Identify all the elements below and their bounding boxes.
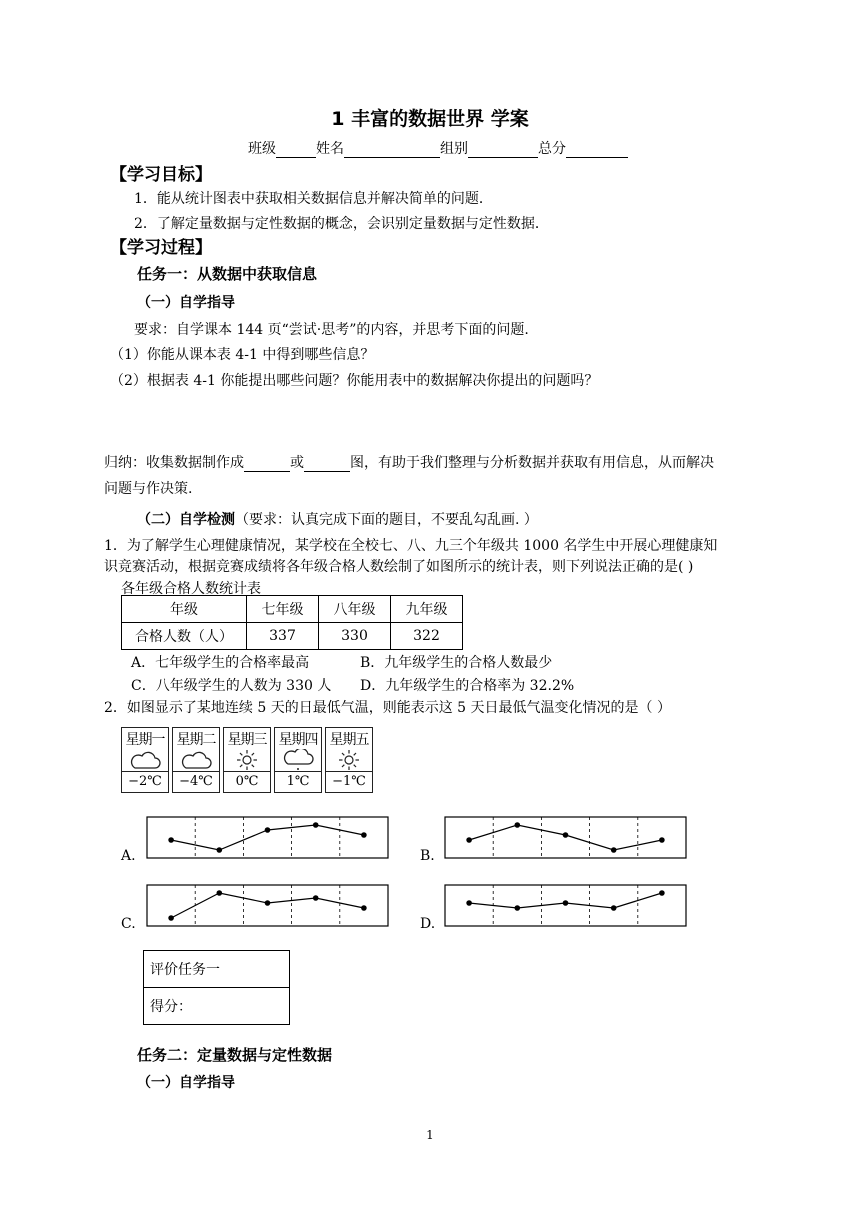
weather-temp: 0℃ [235,774,259,789]
choice-label-d: D. [420,916,436,932]
task2-heading: 任务二：定量数据与定性数据 [137,1046,333,1064]
process-heading: 【学习过程】 [110,238,212,258]
self-study-heading: （一）自学指导 [137,295,235,311]
option-chart-a [147,817,388,858]
self-study-heading-2: （一）自学指导 [137,1075,235,1091]
choice-label-a: A. [121,848,136,864]
table-cell: 330 [319,623,391,650]
chart-point [168,915,174,921]
eval-score-cell[interactable]: 得分： [144,988,290,1025]
weather-day: 星期二 [176,732,216,748]
weather-day: 星期三 [227,732,267,748]
table-title: 各年级合格人数统计表 [121,581,261,597]
goals-heading: 【学习目标】 [110,165,212,185]
chart-point [659,890,665,896]
table-cell: 合格人数（人） [122,623,247,650]
weather-day: 星期四 [278,732,318,748]
chart-point [563,900,569,906]
table-row [144,951,290,988]
goal-item: 2．了解定量数据与定性数据的概念，会识别定量数据与定性数据． [134,216,549,232]
question-2: （2）根据表 4-1 你能提出哪些问题？你能用表中的数据解决你提出的问题吗？ [110,373,599,389]
table-cell: 九年级 [391,596,463,623]
weather-day: 星期一 [125,732,165,748]
summary-line-2: 问题与作决策. [104,481,193,497]
summary-line-1: 归纳：收集数据制作成 或 图，有助于我们整理与分析数据并获取有用信息，从而解决 [104,455,714,471]
chart-point [217,890,223,896]
problem-1-line-2: 识竞赛活动，根据竞赛成绩将各年级合格人数绘制了如图所示的统计表，则下列说法正确的是( ) [104,559,694,575]
chart-point [515,905,521,911]
chart-point [515,822,521,828]
question-1: （1）你能从课本表 4-1 中得到哪些信息？ [110,347,375,363]
chart-point [563,832,569,838]
problem-2-stem: 2．如图显示了某地连续 5 天的日最低气温，则能表示这 5 天日最低气温变化情况的是（ ） [104,700,671,716]
name-label: 姓名 [316,141,344,157]
option-b: B．九年级学生的合格人数最少 [360,655,553,671]
option-a: A．七年级学生的合格率最高 [131,655,310,671]
table-cell: 年级 [122,596,247,623]
chart-point [659,837,665,843]
table-cell: 337 [247,623,319,650]
chart-point [611,905,617,911]
evaluation-table [143,950,290,1025]
page-number: 1 [426,1128,434,1142]
chart-point [168,837,174,843]
table-cell: 322 [391,623,463,650]
task1-heading: 任务一：从数据中获取信息 [137,265,318,283]
goal-item: 1．能从统计图表中获取相关数据信息并解决简单的问题． [134,191,493,207]
chart-frame [147,817,388,858]
table-row [144,988,290,1025]
eval-task-cell: 评价任务一 [144,951,290,988]
chart-point [313,822,319,828]
table-cell: 七年级 [247,596,319,623]
chart-point [361,832,367,838]
page-title: 1 丰富的数据世界 学案 [331,108,529,130]
option-chart-c [147,885,388,926]
choice-label-b: B. [420,848,435,864]
chart-point [265,900,271,906]
chart-point [313,895,319,901]
weather-temp: −2℃ [128,774,162,789]
weather-temp: 1℃ [286,774,310,789]
chart-point [265,827,271,833]
total-label: 总分 [538,141,566,157]
problem-1-line-1: 1．为了解学生心理健康情况，某学校在全校七、八、九三个年级共 1000 名学生中开展心理健康知 [104,538,718,554]
class-label: 班级 [248,141,276,157]
option-chart-d [445,885,686,926]
self-test-heading: （二）自学检测（要求：认真完成下面的题目，不要乱勾乱画. ） [137,512,538,528]
chart-point [466,837,472,843]
weather-day: 星期五 [329,732,369,748]
choice-label-c: C. [121,916,136,932]
requirement-text: 要求：自学课本 144 页“尝试·思考”的内容，并思考下面的问题. [134,322,529,338]
chart-point [466,900,472,906]
chart-point [611,847,617,853]
weather-temp: −4℃ [179,774,213,789]
table-cell: 八年级 [319,596,391,623]
chart-point [361,905,367,911]
option-c: C．八年级学生的人数为 330 人 [131,678,332,694]
weather-temp: −1℃ [332,774,366,789]
option-chart-b [445,817,686,858]
chart-point [217,847,223,853]
option-d: D．九年级学生的合格率为 32.2% [360,678,575,694]
group-label: 组别 [440,141,468,157]
